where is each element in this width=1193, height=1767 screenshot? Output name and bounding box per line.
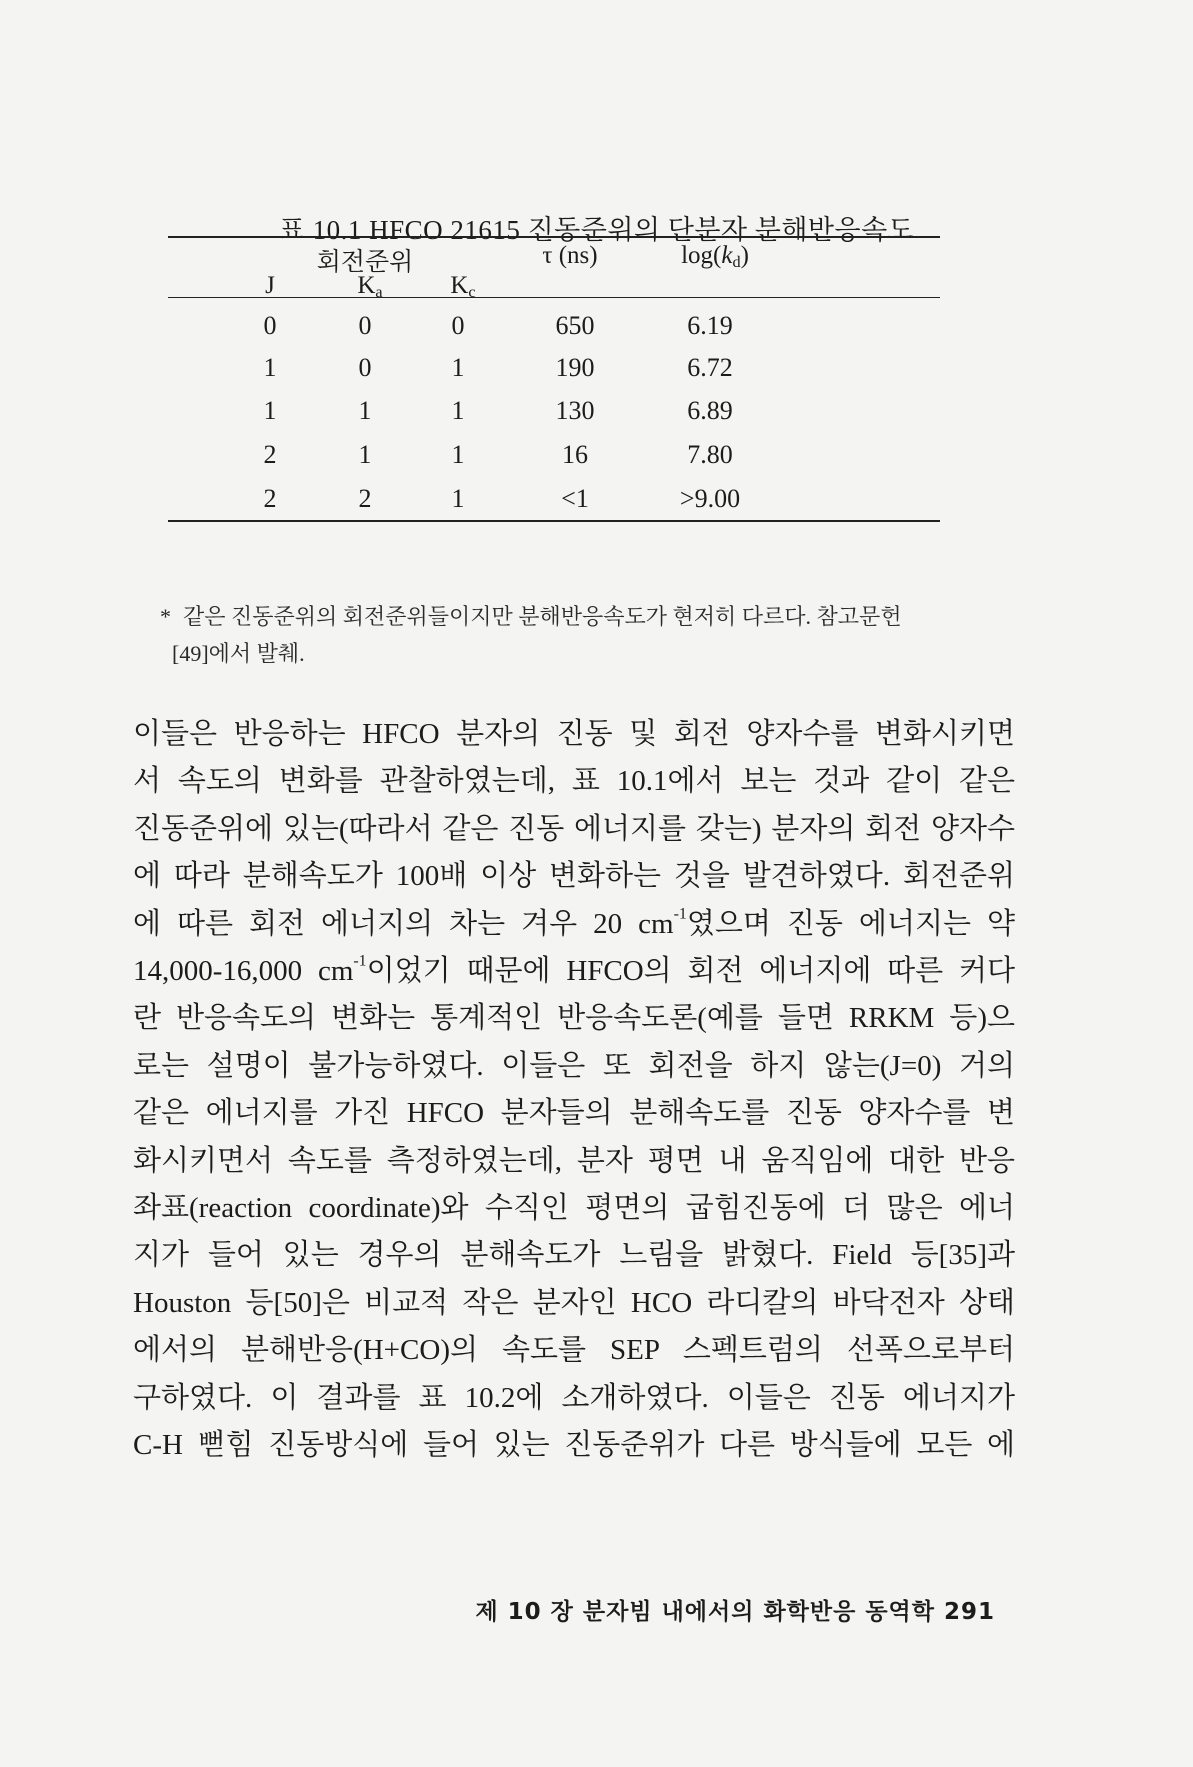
body-line: 이들은 반응하는 HFCO 분자의 진동 및 회전 양자수를 변화시키면 xyxy=(133,718,1015,750)
body-line: 서 속도의 변화를 관찰하였는데, 표 10.1에서 보는 것과 같이 같은 xyxy=(133,765,1015,798)
cell-Kc: 1 xyxy=(451,353,465,382)
header-rotational-level: 회전준위 xyxy=(316,249,414,276)
cell-tau: 650 xyxy=(555,311,595,340)
table-top-rule xyxy=(168,236,940,238)
running-footer: 제 10 장 분자빔 내에서의 화학반응 동역학 291 xyxy=(475,1599,995,1625)
body-line: 로는 설명이 불가능하였다. 이들은 또 회전을 하지 않는(J=0) 거의 xyxy=(133,1049,1015,1082)
cell-J: 2 xyxy=(263,484,277,513)
cell-Kc: 1 xyxy=(451,396,465,425)
footnote-line-2: [49]에서 발췌. xyxy=(172,641,305,666)
cell-Ka: 2 xyxy=(358,484,372,513)
body-line: 에 따라 분해속도가 100배 이상 변화하는 것을 발견하였다. 회전준위 xyxy=(133,860,1015,893)
cell-logk: 6.89 xyxy=(687,396,733,425)
cell-tau: 190 xyxy=(555,353,595,382)
header-log-kd: $\log(k_d)$ xyxy=(681,242,749,272)
cell-Kc: 0 xyxy=(451,311,465,340)
body-line: 좌표(reaction coordinate)와 수직인 평면의 굽힘진동에 더 많은 에너 xyxy=(133,1192,1015,1225)
cell-J: 1 xyxy=(263,396,277,425)
table-footnote xyxy=(160,598,990,672)
cell-Ka: 0 xyxy=(358,353,372,382)
cell-logk: 6.19 xyxy=(687,311,733,340)
header-tau: τ (ns) xyxy=(542,242,598,269)
cell-logk: 6.72 xyxy=(687,353,733,382)
cell-Ka: 1 xyxy=(358,396,372,425)
header-J: J xyxy=(265,272,275,299)
body-line: 14,000-16,000 $cm^{-1}$이었기 때문에 HFCO의 회전 에너지에 따른 커다 xyxy=(133,952,1015,988)
footnote-marker: * xyxy=(160,604,171,629)
cell-Kc: 1 xyxy=(451,484,465,513)
body-paragraph xyxy=(133,711,1015,1470)
cell-J: 1 xyxy=(263,353,277,382)
cell-logk: >9.00 xyxy=(679,484,741,513)
body-line: 같은 에너지를 가진 HFCO 분자들의 분해속도를 진동 양자수를 변 xyxy=(133,1097,1015,1130)
cell-logk: 7.80 xyxy=(687,440,733,469)
body-line: 란 반응속도의 변화는 통계적인 반응속도론(예를 들면 RRKM 등)으 xyxy=(133,1002,1015,1035)
footnote-line-1: 같은 진동준위의 회전준위들이지만 분해반응속도가 현저히 다르다. 참고문헌 xyxy=(183,604,902,629)
table-caption: 표 10.1 HFCO 21615 진동준위의 단분자 분해반응속도 xyxy=(278,215,915,245)
cell-tau: <1 xyxy=(561,484,589,513)
cell-Kc: 1 xyxy=(451,440,465,469)
body-line: 구하였다. 이 결과를 표 10.2에 소개하였다. 이들은 진동 에너지가 xyxy=(133,1381,1015,1414)
body-line: 에 따른 회전 에너지의 차는 겨우 20 $cm^{-1}$였으며 진동 에너지는 약 xyxy=(133,905,1016,940)
cell-Ka: 0 xyxy=(358,311,372,340)
body-line: C-H 뻗힘 진동방식에 들어 있는 진동준위가 다른 방식들에 모든 에 xyxy=(133,1429,1015,1462)
body-line: 지가 들어 있는 경우의 분해속도가 느림을 밝혔다. Field 등[35]과 xyxy=(133,1239,1015,1272)
body-line: 진동준위에 있는(따라서 같은 진동 에너지를 갖는) 분자의 회전 양자수 xyxy=(133,812,1015,845)
header-Ka: $K_a$ xyxy=(357,272,383,302)
body-line: 화시키면서 속도를 측정하였는데, 분자 평면 내 움직임에 대한 반응 xyxy=(133,1144,1015,1177)
table-bottom-rule xyxy=(168,520,940,522)
cell-J: 0 xyxy=(263,311,277,340)
cell-Ka: 1 xyxy=(358,440,372,469)
cell-tau: 16 xyxy=(562,440,588,469)
cell-J: 2 xyxy=(263,440,277,469)
body-line: 에서의 분해반응(H+CO)의 속도를 SEP 스펙트럼의 선폭으로부터 xyxy=(133,1334,1015,1367)
body-line: Houston 등[50]은 비교적 작은 분자인 HCO 라디칼의 바닥전자 상태 xyxy=(133,1286,1015,1319)
cell-tau: 130 xyxy=(555,396,595,425)
header-Kc: $K_c$ xyxy=(450,272,476,302)
